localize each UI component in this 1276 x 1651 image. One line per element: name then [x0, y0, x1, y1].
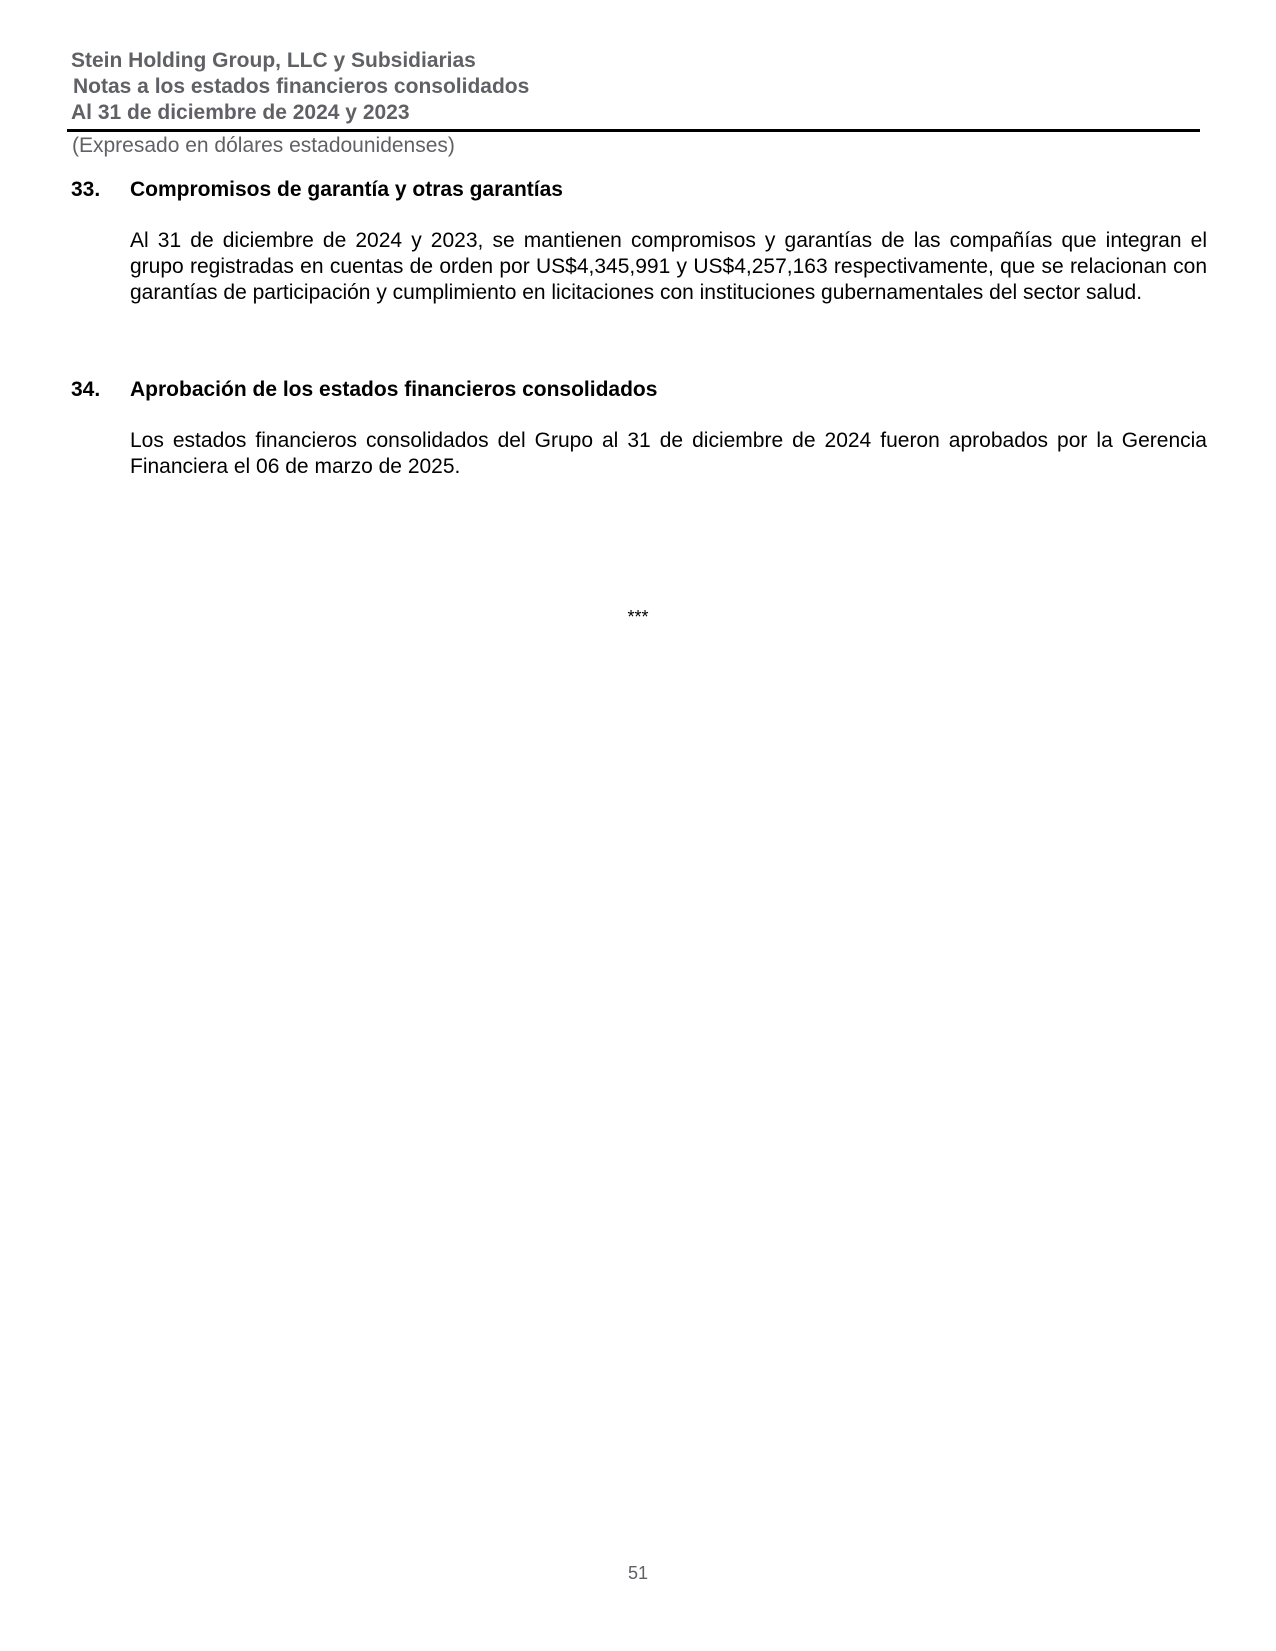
notes-title: Notas a los estados financieros consolidados	[73, 75, 530, 98]
section-body: Al 31 de diciembre de 2024 y 2023, se mantienen compromisos y garantías de las compañías que integran el grupo registradas en cuentas de orden por US$4,345,991 y US$4,257,163 respectivamente, que se relacionan con garantías de participación y cumplimiento en licitaciones con instituciones gubernamentales del sector salud.	[130, 229, 1207, 304]
page-number: 51	[627, 1563, 649, 1583]
section-title: Aprobación de los estados financieros consolidados	[130, 378, 658, 401]
header-divider	[67, 129, 1200, 132]
section-body: Los estados financieros consolidados del Grupo al 31 de diciembre de 2024 fueron aprobados por la Gerencia Financiera el 06 de marzo de 2025.	[130, 429, 1207, 478]
date-line: Al 31 de diciembre de 2024 y 2023	[71, 101, 410, 124]
company-name: Stein Holding Group, LLC y Subsidiarias	[71, 49, 476, 72]
end-marker: ***	[627, 607, 649, 627]
section-title: Compromisos de garantía y otras garantías	[130, 178, 563, 201]
section-number: 34.	[71, 378, 101, 401]
section-number: 33.	[71, 178, 101, 201]
currency-note: (Expresado en dólares estadounidenses)	[72, 134, 455, 157]
